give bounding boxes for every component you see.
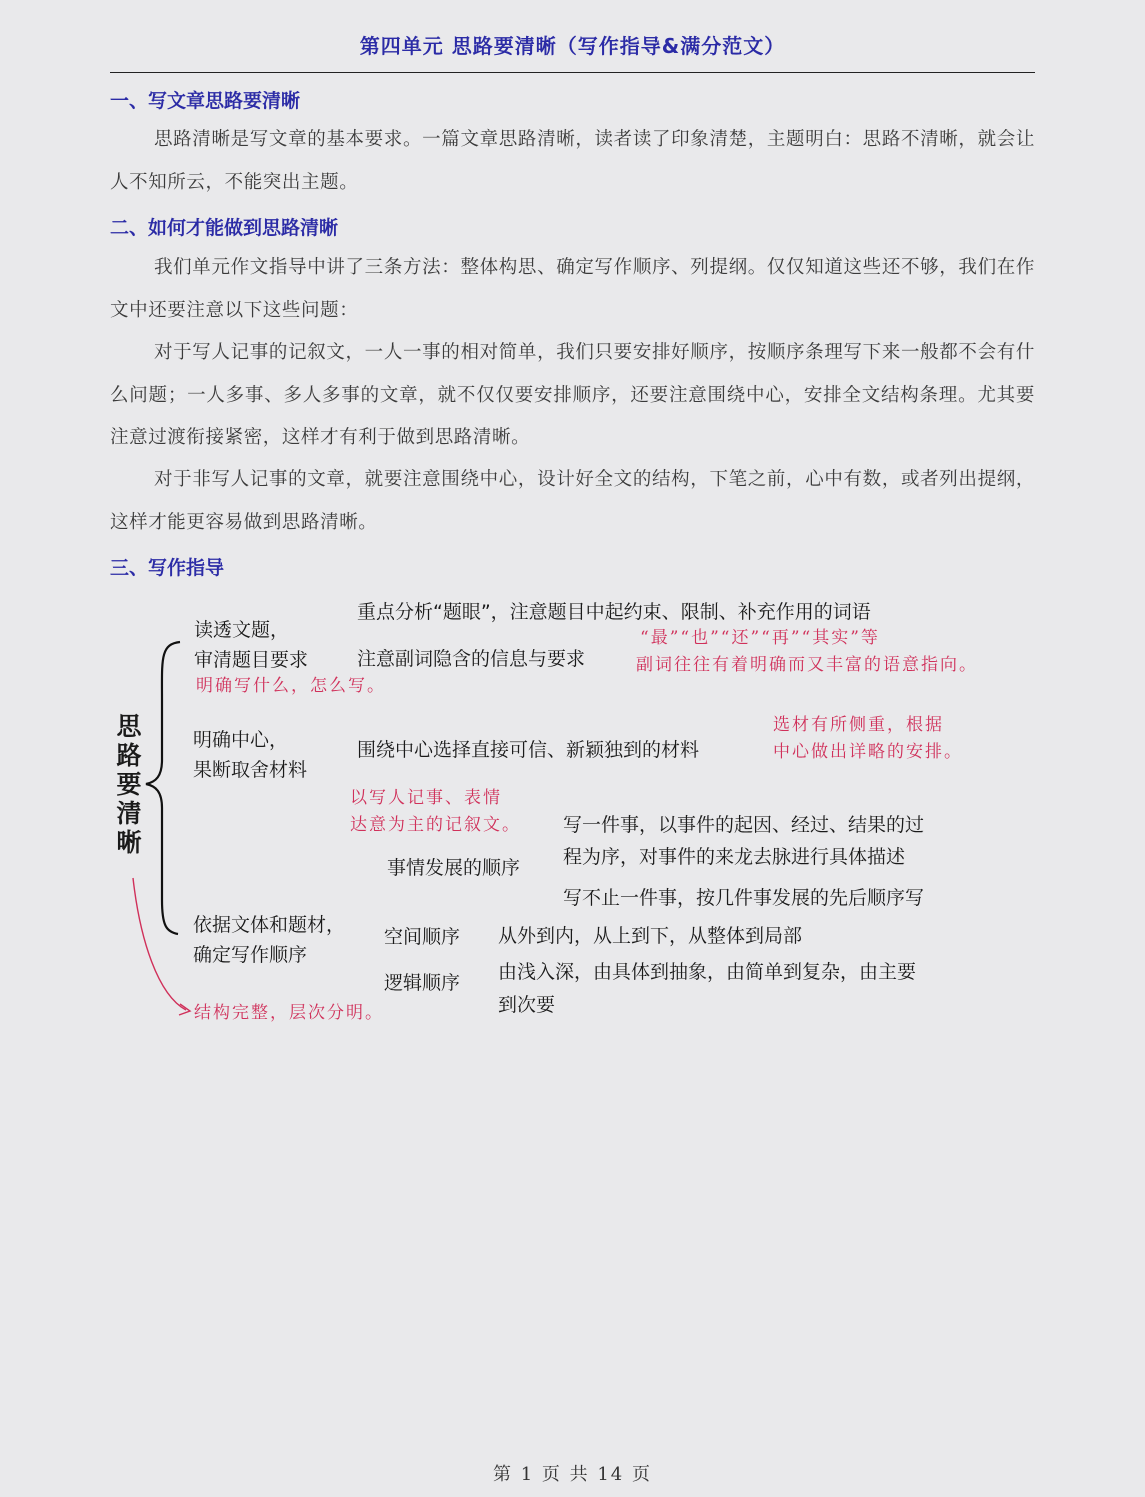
page-title: 第四单元 思路要清晰（写作指导&满分范文） xyxy=(359,34,786,58)
branch2-item: 围绕中心选择直接可信、新颖独到的材料 xyxy=(357,739,700,761)
note-adverbs-line1: “最”“也”“还”“再”“其实”等 xyxy=(640,628,880,648)
branch1-label-line2: 审清题目要求 xyxy=(194,649,309,671)
event-order-label: 事情发展的顺序 xyxy=(387,857,521,879)
paragraph-4: 对于非写人记事的文章，就要注意围绕中心，设计好全文的结构，下笔之前，心中有数，或者列出提纲，这样才能更容易做到思路清晰。 xyxy=(110,469,1035,533)
page-footer: 第 1 页 共 14 页 xyxy=(493,1464,652,1485)
note-structure: 结构完整，层次分明。 xyxy=(194,1003,384,1023)
branch1-item2: 注意副词隐含的信息与要求 xyxy=(357,648,586,670)
space-order-desc: 从外到内，从上到下，从整体到局部 xyxy=(498,925,803,947)
logic-order-desc-line1: 由浅入深，由具体到抽象，由简单到复杂，由主要 xyxy=(498,961,917,983)
note-material-line1: 选材有所侧重，根据 xyxy=(773,715,944,735)
paragraph-3: 对于写人记事的记叙文，一人一事的相对简单，我们只要安排好顺序，按顺序条理写下来一般都不会有什么问题；一人多事、多人多事的文章，就不仅仅要安排顺序，还要注意围绕中心，安排全文结构条理。尤其要注意过渡衔接紧密，这样才有利于做到思路清晰。 xyxy=(110,342,1035,448)
section-heading-3: 三、写作指导 xyxy=(110,557,225,579)
section-heading-1: 一、写文章思路要清晰 xyxy=(110,90,301,112)
logic-order-label: 逻辑顺序 xyxy=(384,972,461,994)
branch2-label-line1: 明确中心， xyxy=(193,729,289,751)
paragraph-2: 我们单元作文指导中讲了三条方法：整体构思、确定写作顺序、列提纲。仅仅知道这些还不够，我们在作文中还要注意以下这些问题： xyxy=(110,257,1035,321)
branch3-label-line2: 确定写作顺序 xyxy=(193,944,308,966)
event-one-line1: 写一件事，以事件的起因、经过、结果的过 xyxy=(563,814,925,836)
logic-order-desc-line2: 到次要 xyxy=(498,994,556,1016)
note-narrative-line1: 以写人记事、表情 xyxy=(350,788,502,808)
note-narrative-line2: 达意为主的记叙文。 xyxy=(350,815,521,835)
event-one-line2: 程为序，对事件的来龙去脉进行具体描述 xyxy=(563,846,906,868)
event-many: 写不止一件事，按几件事发展的先后顺序写 xyxy=(563,887,925,909)
structure-arrow xyxy=(133,878,186,1010)
note-material-line2: 中心做出详略的安排。 xyxy=(773,742,963,762)
note-adverbs-line2: 副词往往有着明确而又丰富的语意指向。 xyxy=(636,655,978,675)
space-order-label: 空间顺序 xyxy=(384,926,461,948)
branch1-label-line1: 读透文题， xyxy=(194,619,290,641)
root-brace xyxy=(146,642,180,934)
branch2-label-line2: 果断取舍材料 xyxy=(193,759,308,781)
mindmap-root: 思 路 要 清 晰 xyxy=(116,712,142,857)
section-heading-2: 二、如何才能做到思路清晰 xyxy=(110,217,339,239)
branch1-item1: 重点分析“题眼”，注意题目中起约束、限制、补充作用的词语 xyxy=(357,601,871,623)
note-what-to-write: 明确写什么，怎么写。 xyxy=(196,676,386,696)
paragraph-1: 思路清晰是写文章的基本要求。一篇文章思路清晰，读者读了印象清楚，主题明白：思路不清晰，就会让人不知所云，不能突出主题。 xyxy=(110,129,1035,193)
branch3-label-line1: 依据文体和题材， xyxy=(193,914,346,936)
